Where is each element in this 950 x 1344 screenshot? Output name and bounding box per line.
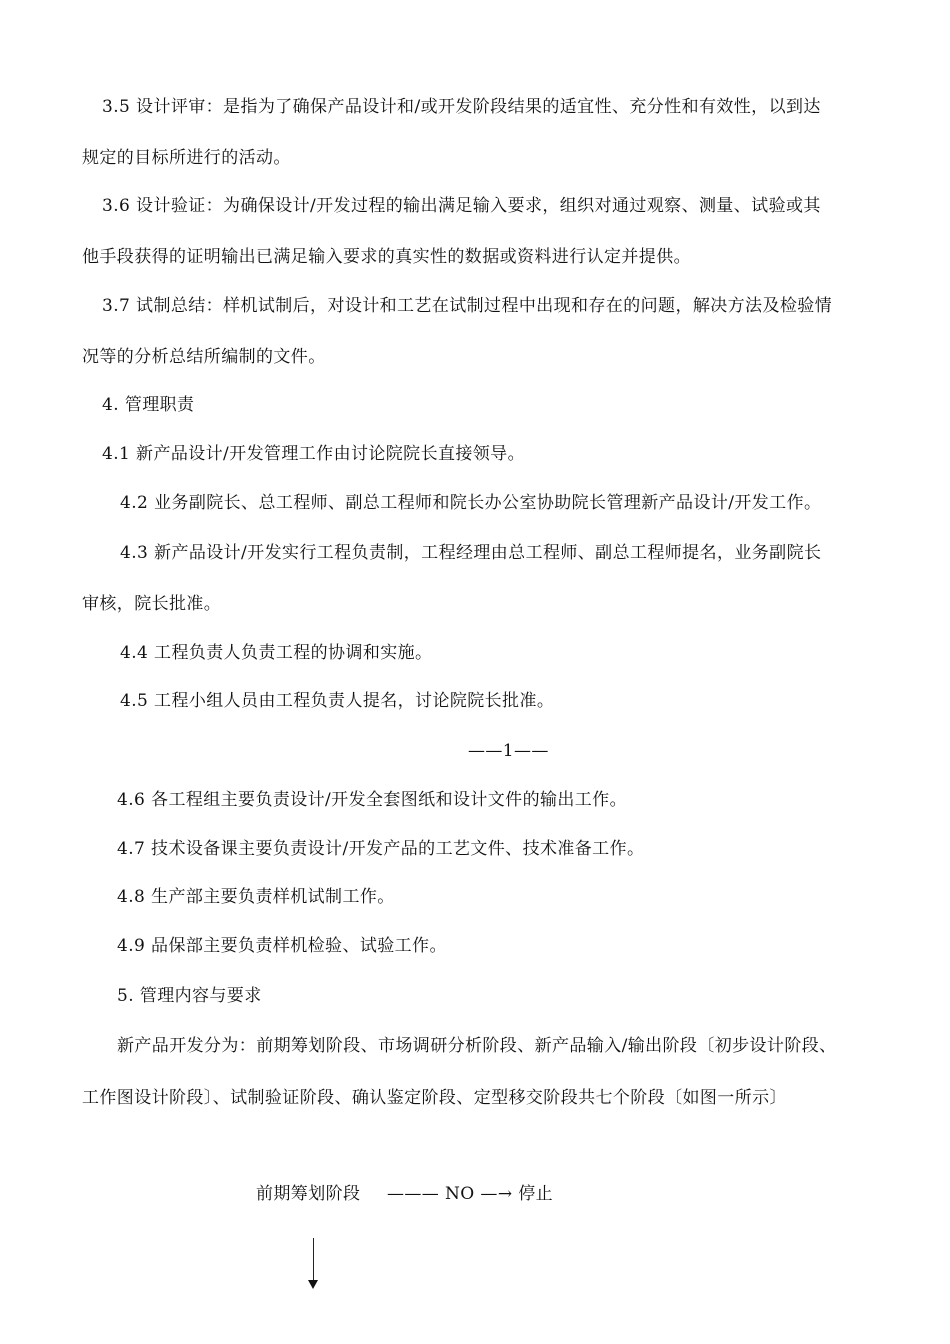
paragraph-4-8: 4.8 生产部主要负责样机试制工作。 [117,887,395,907]
paragraph-3-6-line-1: 3.6 设计验证：为确保设计/开发过程的输出满足输入要求，组织对通过观察、测量、试验或其 [102,196,821,216]
flowchart-stage-label: 前期筹划阶段 [256,1184,361,1204]
paragraph-3-5-line-1: 3.5 设计评审：是指为了确保产品设计和/或开发阶段结果的适宜性、充分性和有效性，以到达 [102,97,821,117]
paragraph-4-4: 4.4 工程负责人负责工程的协调和实施。 [120,643,433,663]
paragraph-4-1: 4.1 新产品设计/开发管理工作由讨论院院长直接领导。 [102,444,525,464]
page-number: ——1—— [468,741,549,761]
paragraph-4-9: 4.9 品保部主要负责样机检验、试验工作。 [117,936,447,956]
paragraph-3-6-line-2: 他手段获得的证明输出已满足输入要求的真实性的数据或资料进行认定并提供。 [82,247,691,267]
section-5-heading: 5. 管理内容与要求 [117,986,262,1006]
paragraph-3-7-line-1: 3.7 试制总结：样机试制后，对设计和工艺在试制过程中出现和存在的问题，解决方法及检验情 [102,296,833,316]
paragraph-5-line-2: 工作图设计阶段〕、试制验证阶段、确认鉴定阶段、定型移交阶段共七个阶段〔如图一所示〕 [82,1088,787,1108]
arrow-down-icon [308,1280,318,1289]
paragraph-4-5: 4.5 工程小组人员由工程负责人提名，讨论院院长批准。 [120,691,555,711]
paragraph-4-2: 4.2 业务副院长、总工程师、副总工程师和院长办公室协助院长管理新产品设计/开发工作。 [120,493,822,513]
flowchart-down-arrow-line [313,1238,314,1280]
paragraph-3-7-line-2: 况等的分析总结所编制的文件。 [82,347,326,367]
paragraph-3-5-line-2: 规定的目标所进行的活动。 [82,148,291,168]
flowchart-no-connector: ——— NO —→ 停止 [387,1184,554,1204]
paragraph-4-3-line-1: 4.3 新产品设计/开发实行工程负责制，工程经理由总工程师、副总工程师提名，业务副院长 [120,543,822,563]
paragraph-4-6: 4.6 各工程组主要负责设计/开发全套图纸和设计文件的输出工作。 [117,790,627,810]
section-4-heading: 4. 管理职责 [102,395,195,415]
paragraph-4-3-line-2: 审核，院长批准。 [82,594,222,614]
paragraph-4-7: 4.7 技术设备课主要负责设计/开发产品的工艺文件、技术准备工作。 [117,839,645,859]
paragraph-5-line-1: 新产品开发分为：前期筹划阶段、市场调研分析阶段、新产品输入/输出阶段〔初步设计阶段、 [117,1036,837,1056]
